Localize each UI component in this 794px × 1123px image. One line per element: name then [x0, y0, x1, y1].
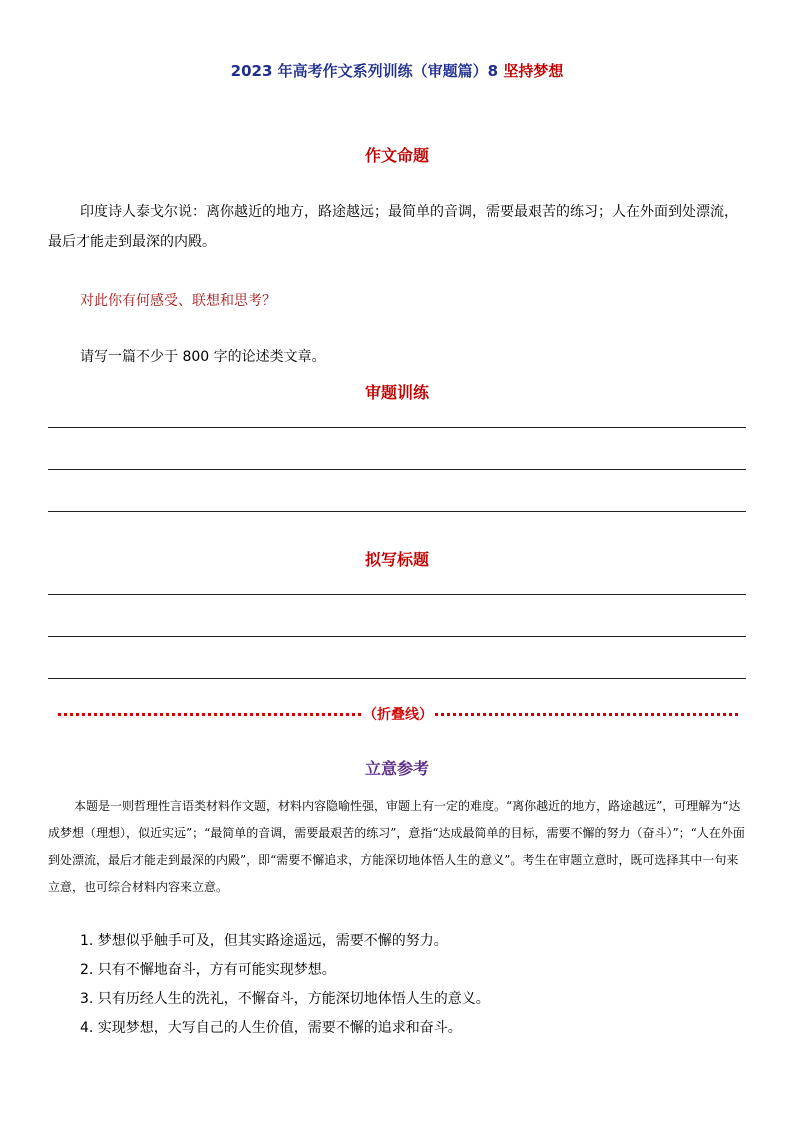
title-main: 2023 年高考作文系列训练（审题篇）8	[230, 62, 504, 80]
writing-line	[48, 427, 746, 428]
writing-line	[48, 469, 746, 470]
prompt-question: 对此你有何感受、联想和思考？	[80, 293, 276, 309]
heading-training: 审题训练	[364, 383, 429, 402]
fold-label: （折叠线）	[363, 707, 433, 723]
heading-title-drafting: 拟写标题	[364, 550, 429, 569]
writing-line	[48, 678, 746, 679]
fold-dots-left	[58, 713, 361, 716]
list-item: 3. 只有历经人生的洗礼，不懈奋斗，方能深切地体悟人生的意义。	[80, 991, 490, 1007]
fold-line	[58, 704, 738, 724]
title-accent: 坚持梦想	[503, 62, 564, 80]
prompt-instruction: 请写一篇不少于 800 字的论述类文章。	[80, 349, 326, 365]
list-item: 2. 只有不懈地奋斗，方有可能实现梦想。	[80, 962, 336, 978]
writing-line	[48, 511, 746, 512]
document-title	[0, 60, 794, 81]
reference-points-list	[80, 927, 740, 1043]
heading-reference: 立意参考	[364, 759, 429, 778]
heading-prompt: 作文命题	[364, 146, 429, 165]
prompt-paragraph: 印度诗人泰戈尔说：离你越近的地方，路途越远；最简单的音调，需要最艰苦的练习；人在外面到处漂流，最后才能走到最深的内殿。	[48, 204, 738, 250]
writing-line	[48, 594, 746, 595]
fold-dots-right	[435, 713, 738, 716]
reference-analysis: 本题是一则哲理性言语类材料作文题，材料内容隐喻性强，审题上有一定的难度。“离你越近的地方，路途越远”，可理解为“达成梦想（理想），似近实远”；“最简单的音调，需要最艰苦的练习”，意指“达成最简单的目标，需要不懈的努力（奋斗）”；“人在外面到处漂流，最后才能走到最深的内殿”，即“需要不懈追求，方能深切地体悟人生的意义”。考生在审题立意时，既可选择其中一句来立意，也可综合材料内容来立意。	[48, 799, 745, 894]
list-item: 4. 实现梦想，大写自己的人生价值，需要不懈的追求和奋斗。	[80, 1020, 462, 1036]
writing-line	[48, 636, 746, 637]
list-item: 1. 梦想似乎触手可及，但其实路途遥远，需要不懈的努力。	[80, 933, 448, 949]
